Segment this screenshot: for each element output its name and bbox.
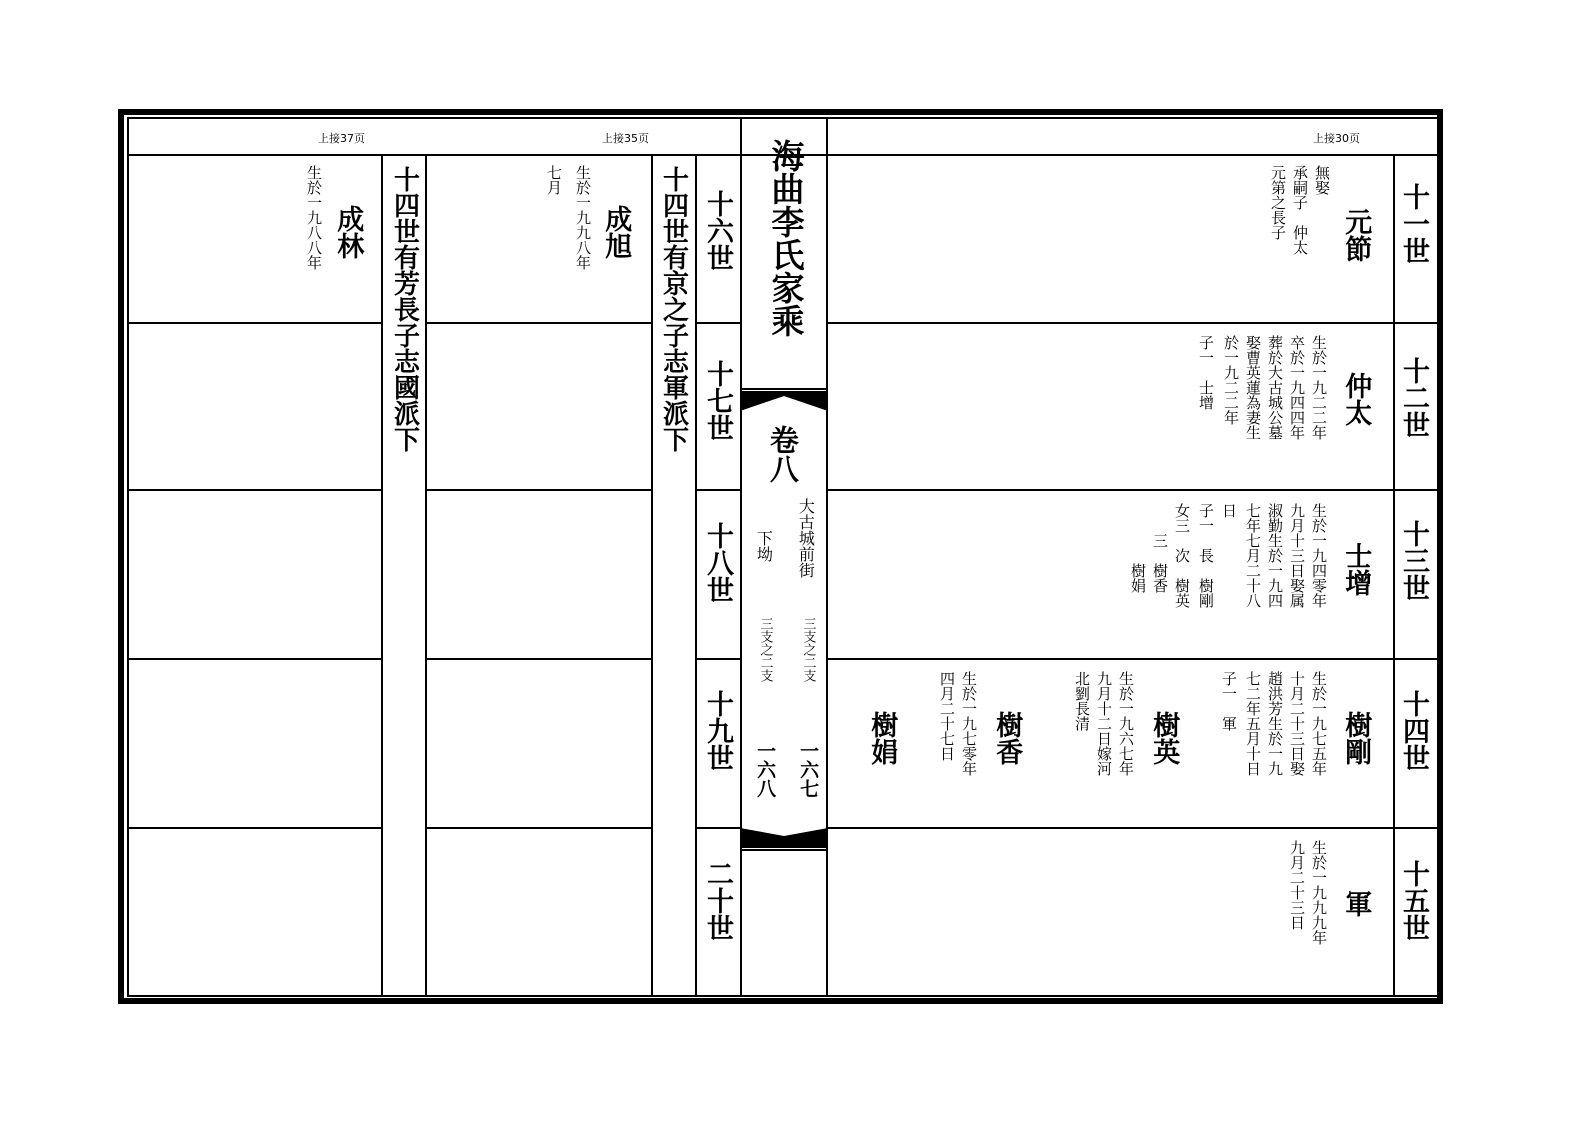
person-detail: 九月二十三日 [1288, 840, 1307, 930]
person-detail: 日 [1220, 503, 1239, 518]
person-detail: 生於一九四零年 [1310, 503, 1329, 608]
continuation-label: 上接30页 [1313, 132, 1360, 145]
page-number-2: 一六八 [754, 741, 777, 798]
generation-label: 十三世 [1398, 520, 1430, 601]
person-name: 樹英 [1148, 711, 1180, 765]
person-detail: 生於一九六七年 [1117, 671, 1136, 776]
person-name: 成林 [332, 205, 364, 259]
continuation-label: 上接35页 [602, 132, 649, 145]
person-detail: 娶曹英蓮為妻生 [1244, 335, 1263, 440]
place-name-1: 大古城前街 [796, 498, 816, 578]
person-detail: 無娶 [1313, 165, 1332, 195]
column-line [651, 154, 653, 997]
generation-label: 十六世 [702, 190, 734, 271]
row-line [127, 658, 381, 660]
generation-label: 十九世 [702, 690, 734, 771]
person-detail: 生於一九二二年 [1310, 335, 1329, 440]
person-detail: 七年七月二十八 [1244, 503, 1263, 608]
branch-label-2: 三支之二支 [757, 617, 773, 682]
person-detail: 九月十三日娶属 [1288, 503, 1307, 608]
row-line [695, 827, 740, 829]
person-detail: 子一 軍 [1220, 671, 1239, 731]
person-name: 仲太 [1340, 372, 1372, 426]
spine-rule [740, 849, 828, 851]
row-line [425, 489, 651, 491]
row-line [425, 322, 651, 324]
spine-fishtail-top [740, 391, 828, 417]
volume-label: 卷八 [765, 425, 800, 483]
person-detail: 子一 士增 [1197, 335, 1216, 410]
person-detail: 九月十二日嫁河 [1095, 671, 1114, 776]
person-detail: 七月 [545, 165, 564, 195]
person-detail: 葬於大古城公墓 [1266, 335, 1285, 440]
person-detail: 承嗣子 仲太 [1291, 165, 1310, 255]
generation-label: 二十世 [702, 860, 734, 941]
person-detail: 趙洪芳生於一九 [1266, 671, 1285, 776]
person-detail: 生於一九八八年 [305, 165, 324, 270]
book-title: 海曲李氏家乘 [766, 139, 806, 337]
generation-label: 十七世 [702, 360, 734, 441]
person-name: 樹香 [991, 711, 1023, 765]
person-detail: 卒於一九四四年 [1288, 335, 1307, 440]
generation-label: 十二世 [1398, 357, 1430, 438]
column-line [695, 154, 697, 997]
person-detail: 生於一九九九年 [1310, 840, 1329, 945]
place-name-2: 下坳 [754, 530, 774, 562]
row-line [695, 322, 740, 324]
row-line [425, 827, 651, 829]
branch-heading: 十四世有京之子志軍派下 [658, 166, 689, 452]
page-number-1: 一六七 [797, 741, 820, 798]
person-name: 元節 [1340, 208, 1372, 262]
person-detail: 四月二十七日 [938, 671, 957, 761]
row-line [425, 658, 651, 660]
person-detail: 子一 長 樹剛 [1197, 503, 1216, 608]
branch-label-1: 三支之二支 [800, 617, 816, 682]
person-detail: 十月二十三日娶 [1288, 671, 1307, 776]
person-name: 樹娟 [866, 711, 898, 765]
person-name: 軍 [1340, 890, 1372, 917]
person-detail: 七二年五月十日 [1244, 671, 1263, 776]
generation-label: 十四世 [1398, 690, 1430, 771]
generation-label: 十一世 [1398, 183, 1430, 264]
person-detail: 三 樹香 [1151, 503, 1170, 593]
row-line [826, 658, 1439, 660]
column-line [425, 154, 427, 997]
person-detail: 生於一九七五年 [1310, 671, 1329, 776]
row-line [127, 827, 381, 829]
row-line [826, 322, 1439, 324]
row-line [695, 489, 740, 491]
row-line [826, 489, 1439, 491]
row-line [127, 489, 381, 491]
branch-heading: 十四世有芳長子志國派下 [389, 166, 420, 452]
person-detail: 女三 次 樹英 [1173, 503, 1192, 608]
person-detail: 樹娟 [1129, 503, 1148, 593]
person-name: 成旭 [600, 205, 632, 259]
column-line [381, 154, 383, 997]
person-detail: 淑勤生於一九四 [1266, 503, 1285, 608]
person-name: 士增 [1340, 542, 1372, 596]
column-line [740, 117, 742, 997]
person-detail: 元第之長子 [1269, 165, 1288, 240]
person-detail: 生於一九七零年 [960, 671, 979, 776]
continuation-label: 上接37页 [318, 132, 365, 145]
column-line [1393, 154, 1395, 997]
person-detail: 於一九二二年 [1222, 335, 1241, 425]
generation-label: 十五世 [1398, 860, 1430, 941]
spine-fishtail-bottom [740, 822, 828, 848]
row-line [695, 658, 740, 660]
generation-label: 十八世 [702, 522, 734, 603]
row-line [826, 827, 1439, 829]
person-name: 樹剛 [1340, 711, 1372, 765]
row-line [127, 322, 381, 324]
column-line [826, 117, 828, 997]
person-detail: 北劉長清 [1073, 671, 1092, 731]
person-detail: 生於一九九八年 [574, 165, 593, 270]
spine-rule [740, 388, 828, 390]
